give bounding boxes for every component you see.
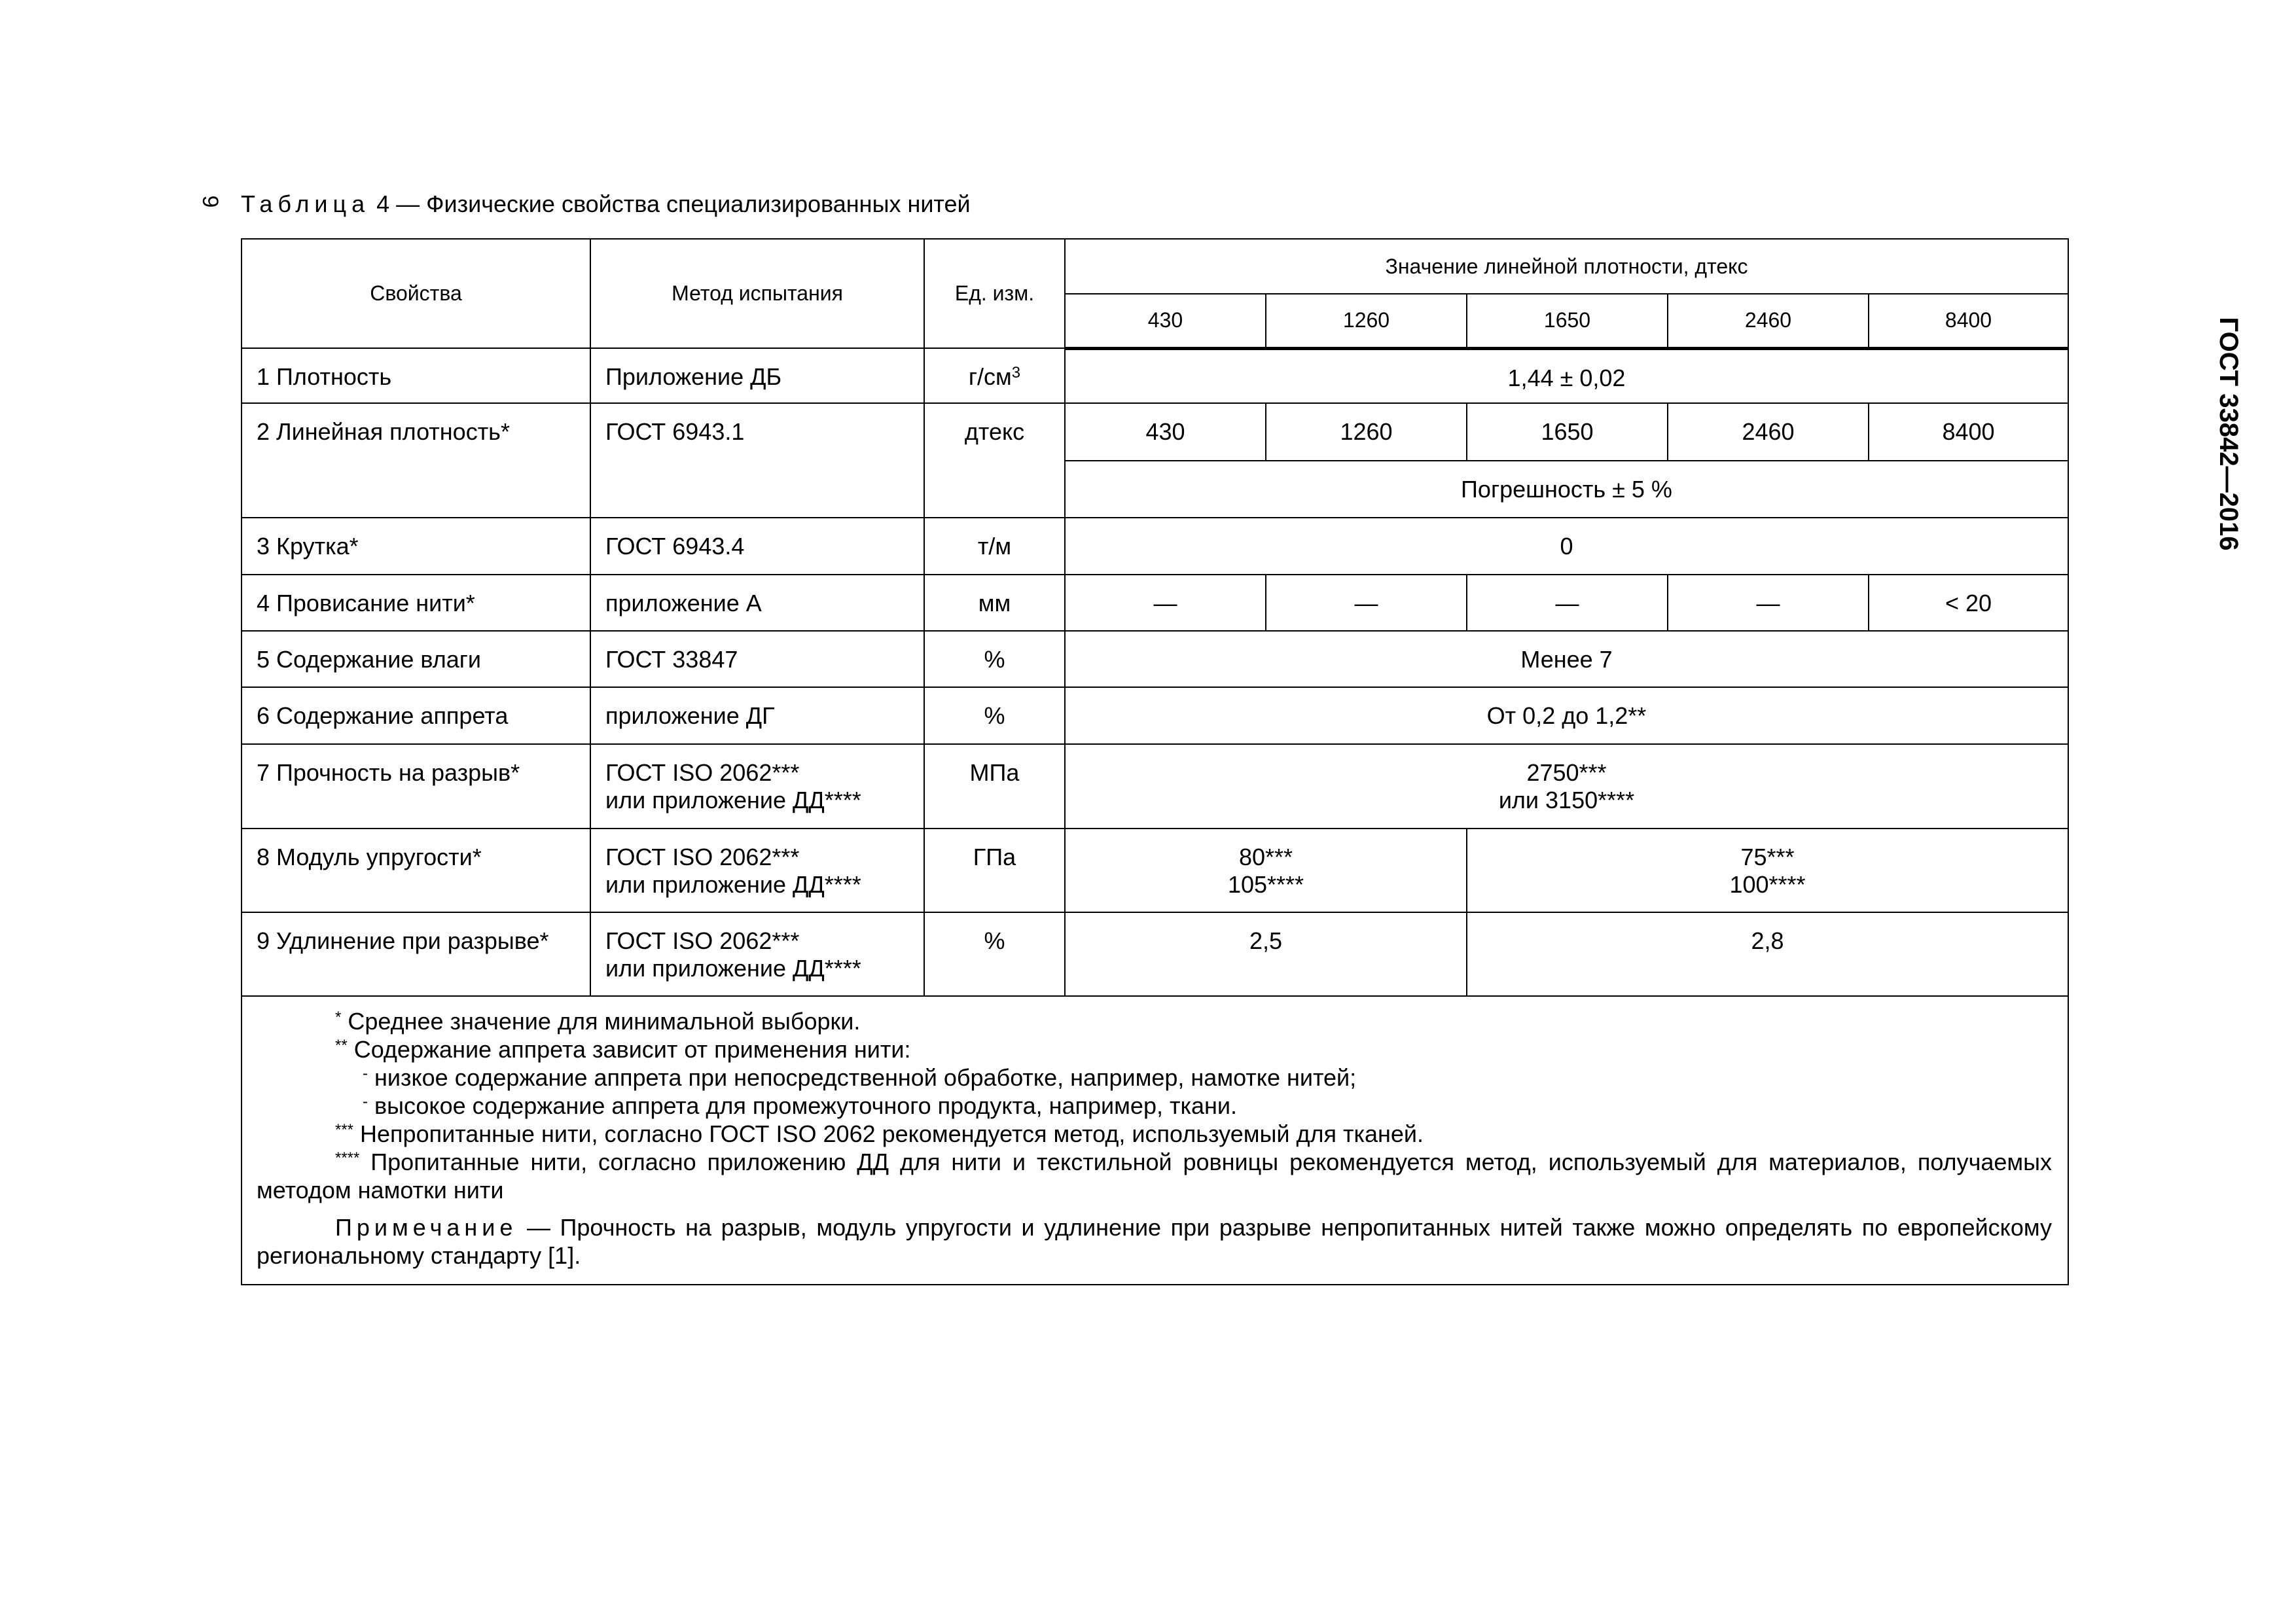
row3-value: 0	[1065, 518, 2068, 575]
table-row	[242, 631, 2068, 687]
table-row	[242, 575, 2068, 631]
header-unit: Ед. изм.	[924, 239, 1065, 348]
footnote-2a-mark: -	[363, 1065, 368, 1082]
row8-method	[590, 829, 924, 912]
row4-value-8400: < 20	[1869, 575, 2068, 631]
row4-property: 4 Провисание нити*	[242, 575, 590, 631]
row6-method: приложение ДГ	[590, 687, 924, 744]
row4-value-2460: —	[1668, 575, 1869, 631]
row9-value-left: 2,5	[1065, 912, 1467, 996]
row7-method-line1: ГОСТ ISO 2062***	[605, 759, 800, 786]
row9-method	[590, 912, 924, 996]
row9-method-line2: или приложение ДД****	[605, 955, 861, 982]
row8-right-line1: 75***	[1740, 844, 1795, 870]
header-density-1650: 1650	[1467, 294, 1668, 348]
row2-tolerance: Погрешность ± 5 %	[1065, 461, 2068, 518]
row1-unit-base: г/см	[968, 363, 1012, 390]
footnote-1	[257, 1007, 2052, 1035]
row4-value-1260: —	[1266, 575, 1467, 631]
table-row	[242, 912, 2068, 996]
caption-text: 4 — Физические свойства специализированных нитей	[370, 190, 971, 217]
row8-property: 8 Модуль упругости*	[242, 829, 590, 912]
notes-row	[242, 996, 2068, 1285]
row7-method	[590, 744, 924, 829]
row5-method: ГОСТ 33847	[590, 631, 924, 687]
row7-value	[1065, 744, 2068, 829]
note-text: — Прочность на разрыв, модуль упругости и удлинение при разрыве непропитанных нитей также можно определять по европейскому региональному стандарту [1].	[257, 1214, 2052, 1269]
row5-value: Менее 7	[1065, 631, 2068, 687]
row4-method: приложение А	[590, 575, 924, 631]
row4-value-430: —	[1065, 575, 1266, 631]
row8-method-line2: или приложение ДД****	[605, 871, 861, 898]
row2-value-1650: 1650	[1467, 403, 1668, 461]
footnote-4-text: Пропитанные нити, согласно приложению ДД для нити и текстильной ровницы рекомендуется метод, используемый для материалов, получаемых методом намотки нити	[257, 1149, 2052, 1204]
properties-table	[241, 238, 2069, 1285]
footnote-2	[257, 1035, 2052, 1063]
row7-value-line1: 2750***	[1526, 759, 1607, 786]
row5-unit: %	[924, 631, 1065, 687]
table-row	[242, 744, 2068, 829]
row2-property: 2 Линейная плотность*	[242, 403, 590, 518]
row8-left-line2: 105****	[1227, 871, 1304, 898]
header-properties: Свойства	[242, 239, 590, 348]
row1-unit	[924, 348, 1065, 403]
row9-method-line1: ГОСТ ISO 2062***	[605, 927, 800, 954]
row2-unit: дтекс	[924, 403, 1065, 518]
footnote-2b-text: высокое содержание аппрета для промежуточного продукта, например, ткани.	[368, 1092, 1238, 1119]
table-caption	[241, 190, 971, 219]
row1-unit-exponent: 3	[1011, 364, 1021, 382]
row7-value-line2: или 3150****	[1498, 787, 1635, 813]
row3-property: 3 Крутка*	[242, 518, 590, 575]
row6-unit: %	[924, 687, 1065, 744]
note-label: Примечание	[335, 1214, 518, 1241]
row8-value-left	[1065, 829, 1467, 912]
row1-value: 1,44 ± 0,02	[1065, 348, 2068, 403]
standard-code: ГОСТ 33842—2016	[2214, 317, 2243, 551]
row2-value-430: 430	[1065, 403, 1266, 461]
row8-unit: ГПа	[924, 829, 1065, 912]
footnote-2-text: Содержание аппрета зависит от применения нити:	[347, 1036, 911, 1063]
footnote-4-mark: ****	[335, 1149, 360, 1167]
header-density-1260: 1260	[1266, 294, 1467, 348]
row2-method: ГОСТ 6943.1	[590, 403, 924, 518]
table-row	[242, 403, 2068, 461]
row8-value-right	[1467, 829, 2068, 912]
row6-property: 6 Содержание аппрета	[242, 687, 590, 744]
table-note	[257, 1213, 2052, 1270]
row9-property: 9 Удлинение при разрыве*	[242, 912, 590, 996]
row8-right-line2: 100****	[1729, 871, 1806, 898]
footnote-3-mark: ***	[335, 1121, 354, 1139]
footnotes-block	[242, 996, 2068, 1285]
footnote-1-mark: *	[335, 1008, 342, 1026]
table-row	[242, 348, 2068, 403]
row3-unit: т/м	[924, 518, 1065, 575]
row8-left-line1: 80***	[1238, 844, 1293, 870]
row1-method: Приложение ДБ	[590, 348, 924, 403]
header-density-8400: 8400	[1869, 294, 2068, 348]
row5-property: 5 Содержание влаги	[242, 631, 590, 687]
footnote-1-text: Среднее значение для минимальной выборки.	[341, 1008, 861, 1035]
header-density-2460: 2460	[1668, 294, 1869, 348]
footnote-4	[257, 1148, 2052, 1204]
table-row	[242, 518, 2068, 575]
footnote-3-text: Непропитанные нити, согласно ГОСТ ISO 2062 рекомендуется метод, используемый для тканей.	[353, 1120, 1424, 1147]
footnote-2-mark: **	[335, 1037, 348, 1054]
row2-value-1260: 1260	[1266, 403, 1467, 461]
row2-value-8400: 8400	[1869, 403, 2068, 461]
row4-unit: мм	[924, 575, 1065, 631]
row9-value-right: 2,8	[1467, 912, 2068, 996]
row4-value-1650: —	[1467, 575, 1668, 631]
row2-value-2460: 2460	[1668, 403, 1869, 461]
row7-unit: МПа	[924, 744, 1065, 829]
footnote-2a-text: низкое содержание аппрета при непосредственной обработке, например, намотке нитей;	[368, 1064, 1357, 1091]
footnote-2b	[257, 1092, 2052, 1120]
table-row	[242, 829, 2068, 912]
row7-method-line2: или приложение ДД****	[605, 787, 861, 813]
row6-value: От 0,2 до 1,2**	[1065, 687, 2068, 744]
table-row	[242, 687, 2068, 744]
row7-property: 7 Прочность на разрыв*	[242, 744, 590, 829]
caption-label: Таблица	[241, 190, 370, 217]
row9-unit: %	[924, 912, 1065, 996]
header-density-430: 430	[1065, 294, 1266, 348]
row1-property: 1 Плотность	[242, 348, 590, 403]
row8-method-line1: ГОСТ ISO 2062***	[605, 844, 800, 870]
footnote-2b-mark: -	[363, 1093, 368, 1111]
page-number: 9	[198, 195, 223, 208]
footnote-2a	[257, 1063, 2052, 1092]
footnote-3	[257, 1120, 2052, 1148]
row3-method: ГОСТ 6943.4	[590, 518, 924, 575]
header-method: Метод испытания	[590, 239, 924, 348]
header-values-group: Значение линейной плотности, дтекс	[1065, 239, 2068, 294]
